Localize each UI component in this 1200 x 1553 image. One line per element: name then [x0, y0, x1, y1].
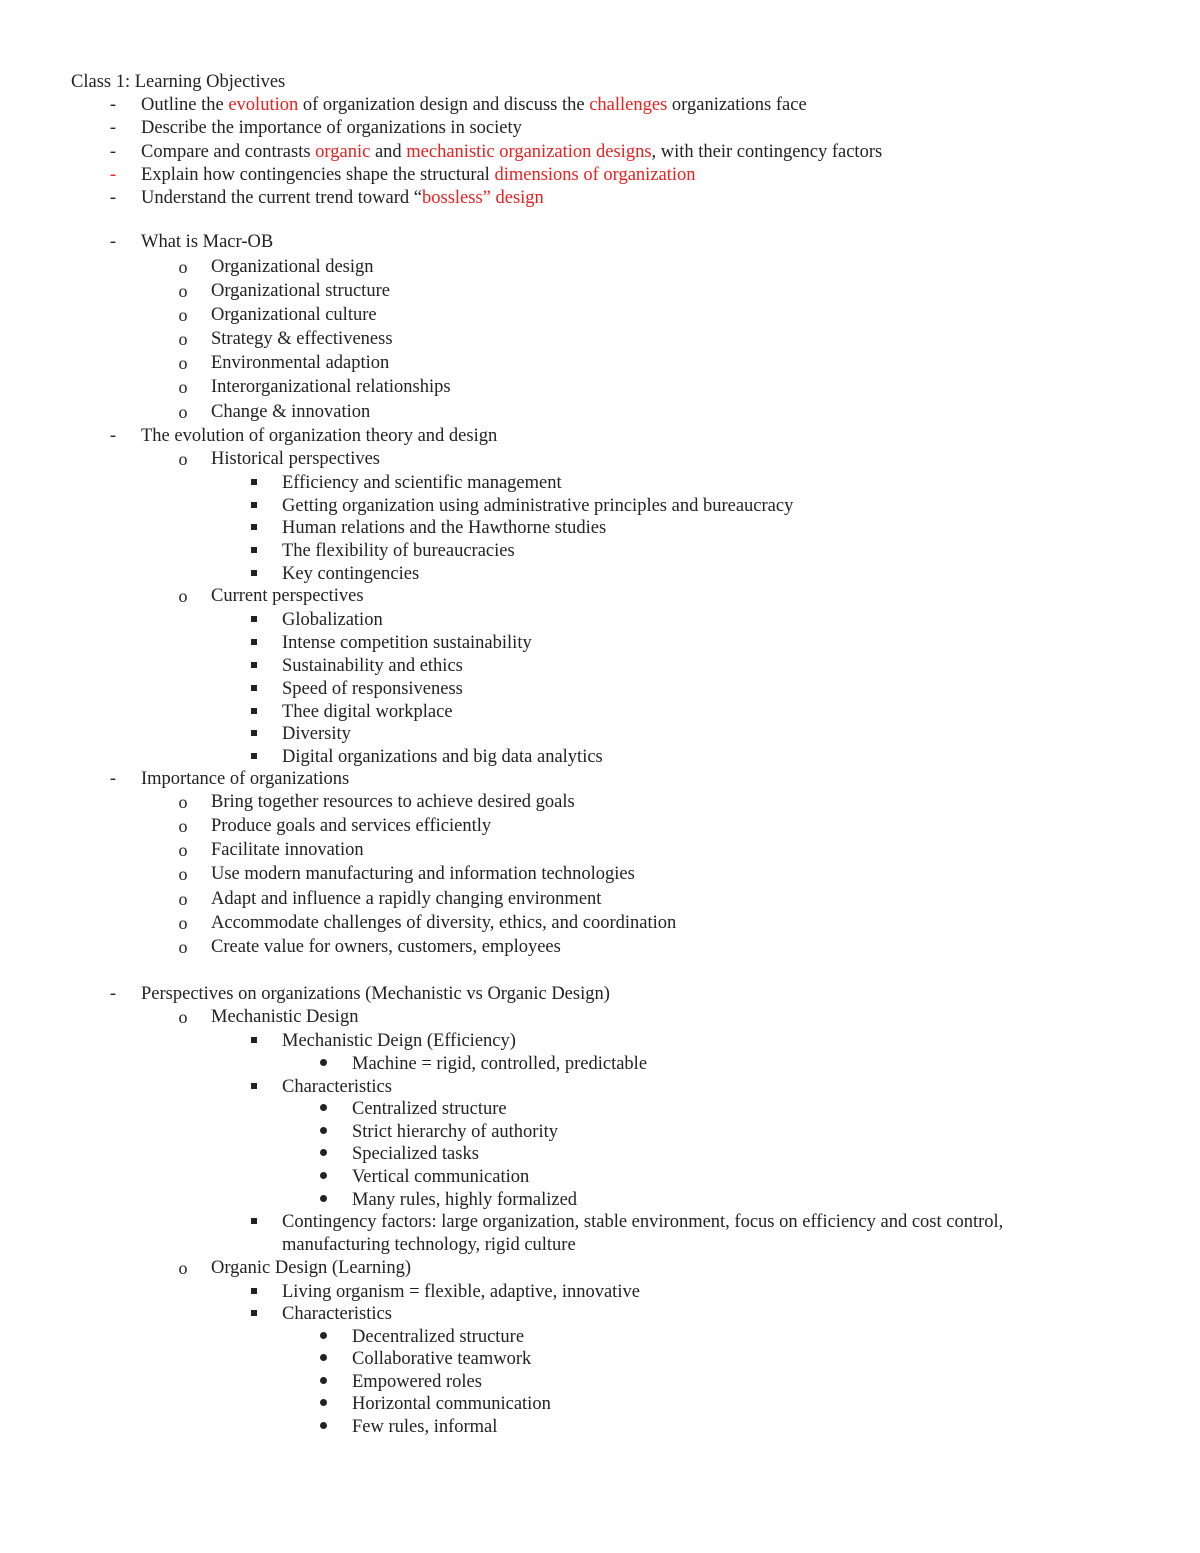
list-item-text: Organic Design (Learning) [211, 1258, 412, 1278]
list-item-text: manufacturing technology, rigid culture [282, 1235, 576, 1255]
round-bullet-icon [316, 1325, 330, 1349]
circle-bullet-icon: o [178, 402, 188, 422]
text-segment: Compare and contrasts [141, 142, 316, 162]
text-segment: of organization design and discuss the [298, 95, 590, 115]
round-bullet-icon [316, 1142, 330, 1166]
list-item-text: Human relations and the Hawthorne studies [282, 518, 607, 538]
list-item-text: Use modern manufacturing and information technologies [211, 864, 635, 884]
list-item-text: Efficiency and scientific management [282, 473, 562, 493]
text-segment: organizations face [667, 95, 807, 115]
list-item-text: Living organism = flexible, adaptive, innovative [282, 1282, 640, 1302]
list-item-text: Environmental adaption [211, 353, 390, 373]
highlighted-text: bossless” design [422, 188, 544, 208]
page-title: Class 1: Learning Objectives [71, 72, 286, 92]
square-bullet-icon [247, 539, 261, 563]
round-bullet-icon [316, 1370, 330, 1394]
circle-bullet-icon: o [178, 377, 188, 397]
list-item-text: Key contingencies [282, 564, 420, 584]
list-item-text: Digital organizations and big data analytics [282, 747, 603, 767]
circle-bullet-icon: o [178, 889, 188, 909]
square-bullet-icon [247, 677, 261, 701]
circle-bullet-icon: o [178, 840, 188, 860]
circle-bullet-icon: o [178, 1258, 188, 1278]
square-bullet-icon [247, 562, 261, 586]
list-item-text: Characteristics [282, 1077, 392, 1097]
square-bullet-icon [247, 1029, 261, 1053]
square-bullet-icon [247, 608, 261, 632]
circle-bullet-icon: o [178, 305, 188, 325]
list-item-text: Organizational culture [211, 305, 377, 325]
list-item-text: Globalization [282, 610, 383, 630]
list-item-text: Organizational design [211, 257, 374, 277]
list-item-text: Adapt and influence a rapidly changing environment [211, 889, 602, 909]
list-item-text: Decentralized structure [352, 1327, 525, 1347]
square-bullet-icon [247, 722, 261, 746]
text-segment: Explain how contingencies shape the structural [141, 165, 495, 185]
highlighted-text: mechanistic organization designs [406, 142, 652, 162]
list-item-text: Vertical communication [352, 1167, 530, 1187]
list-item-text: Many rules, highly formalized [352, 1190, 578, 1210]
dash-bullet-icon: - [109, 95, 117, 115]
list-item-text: Produce goals and services efficiently [211, 816, 492, 836]
list-item-text: Mechanistic Deign (Efficiency) [282, 1031, 516, 1051]
circle-bullet-icon: o [178, 281, 188, 301]
list-item-text: Bring together resources to achieve desired goals [211, 792, 575, 812]
list-item-text: The flexibility of bureaucracies [282, 541, 515, 561]
round-bullet-icon [316, 1052, 330, 1076]
list-item-text: Getting organization using administrative principles and bureaucracy [282, 496, 794, 516]
list-item-text [141, 163, 696, 187]
circle-bullet-icon: o [178, 586, 188, 606]
list-item-text: Historical perspectives [211, 449, 381, 469]
circle-bullet-icon: o [178, 329, 188, 349]
list-item-text: Strategy & effectiveness [211, 329, 393, 349]
round-bullet-icon [316, 1120, 330, 1144]
circle-bullet-icon: o [178, 816, 188, 836]
text-segment: Describe the importance of organizations in society [141, 118, 522, 138]
round-bullet-icon [316, 1347, 330, 1371]
dash-bullet-icon: - [109, 188, 117, 208]
square-bullet-icon [247, 471, 261, 495]
square-bullet-icon [247, 700, 261, 724]
list-item-text: What is Macr-OB [141, 232, 274, 252]
list-item-text: Collaborative teamwork [352, 1349, 532, 1369]
highlighted-text: challenges [589, 95, 668, 115]
list-item-text: Sustainability and ethics [282, 656, 463, 676]
square-bullet-icon [247, 516, 261, 540]
round-bullet-icon [316, 1188, 330, 1212]
list-item-text [141, 186, 544, 210]
square-bullet-icon [247, 1302, 261, 1326]
circle-bullet-icon: o [178, 937, 188, 957]
dash-bullet-icon: - [109, 984, 117, 1004]
square-bullet-icon [247, 745, 261, 769]
square-bullet-icon [247, 654, 261, 678]
list-item-text: Mechanistic Design [211, 1007, 359, 1027]
highlighted-text: evolution [228, 95, 299, 115]
circle-bullet-icon: o [178, 1007, 188, 1027]
list-item-text: Create value for owners, customers, employees [211, 937, 561, 957]
circle-bullet-icon: o [178, 864, 188, 884]
text-segment: and [370, 142, 407, 162]
list-item-text: Diversity [282, 724, 351, 744]
list-item-text: Horizontal communication [352, 1394, 551, 1414]
dash-bullet-icon: - [109, 426, 117, 446]
list-item-text: Perspectives on organizations (Mechanistic vs Organic Design) [141, 984, 610, 1004]
list-item-text: Change & innovation [211, 402, 371, 422]
list-item-text: Current perspectives [211, 586, 364, 606]
text-segment: , with their contingency factors [651, 142, 883, 162]
square-bullet-icon [247, 631, 261, 655]
text-segment: Understand the current trend toward “ [141, 188, 422, 208]
circle-bullet-icon: o [178, 449, 188, 469]
list-item-text: Strict hierarchy of authority [352, 1122, 559, 1142]
round-bullet-icon [316, 1392, 330, 1416]
list-item-text: Organizational structure [211, 281, 390, 301]
dash-bullet-icon: - [109, 232, 117, 252]
list-item-text: Centralized structure [352, 1099, 507, 1119]
circle-bullet-icon: o [178, 353, 188, 373]
circle-bullet-icon: o [178, 257, 188, 277]
square-bullet-icon [247, 1075, 261, 1099]
list-item-text: Intense competition sustainability [282, 633, 532, 653]
dash-bullet-icon: - [109, 769, 117, 789]
highlighted-text: dimensions of organization [494, 165, 696, 185]
list-item-text: The evolution of organization theory and design [141, 426, 498, 446]
round-bullet-icon [316, 1415, 330, 1439]
list-item-text: Speed of responsiveness [282, 679, 463, 699]
list-item-text: Thee digital workplace [282, 702, 453, 722]
list-item-text: Interorganizational relationships [211, 377, 451, 397]
dash-bullet-icon: - [109, 165, 117, 185]
dash-bullet-icon: - [109, 118, 117, 138]
list-item-text: Contingency factors: large organization, stable environment, focus on efficiency and cost control, [282, 1212, 1004, 1232]
round-bullet-icon [316, 1165, 330, 1189]
list-item-text: Facilitate innovation [211, 840, 364, 860]
highlighted-text: organic [315, 142, 371, 162]
list-item-text: Accommodate challenges of diversity, ethics, and coordination [211, 913, 677, 933]
text-segment: Outline the [141, 95, 229, 115]
list-item-text: Few rules, informal [352, 1417, 498, 1437]
list-item-text [141, 116, 522, 140]
list-item-text [141, 140, 882, 164]
square-bullet-icon [247, 494, 261, 518]
circle-bullet-icon: o [178, 792, 188, 812]
dash-bullet-icon: - [109, 142, 117, 162]
list-item-text: Machine = rigid, controlled, predictable [352, 1054, 648, 1074]
square-bullet-icon [247, 1280, 261, 1304]
list-item-text: Characteristics [282, 1304, 392, 1324]
list-item-text [141, 93, 807, 117]
circle-bullet-icon: o [178, 913, 188, 933]
list-item-text: Empowered roles [352, 1372, 482, 1392]
list-item-text: Specialized tasks [352, 1144, 479, 1164]
round-bullet-icon [316, 1097, 330, 1121]
square-bullet-icon [247, 1210, 261, 1234]
list-item-text: Importance of organizations [141, 769, 350, 789]
